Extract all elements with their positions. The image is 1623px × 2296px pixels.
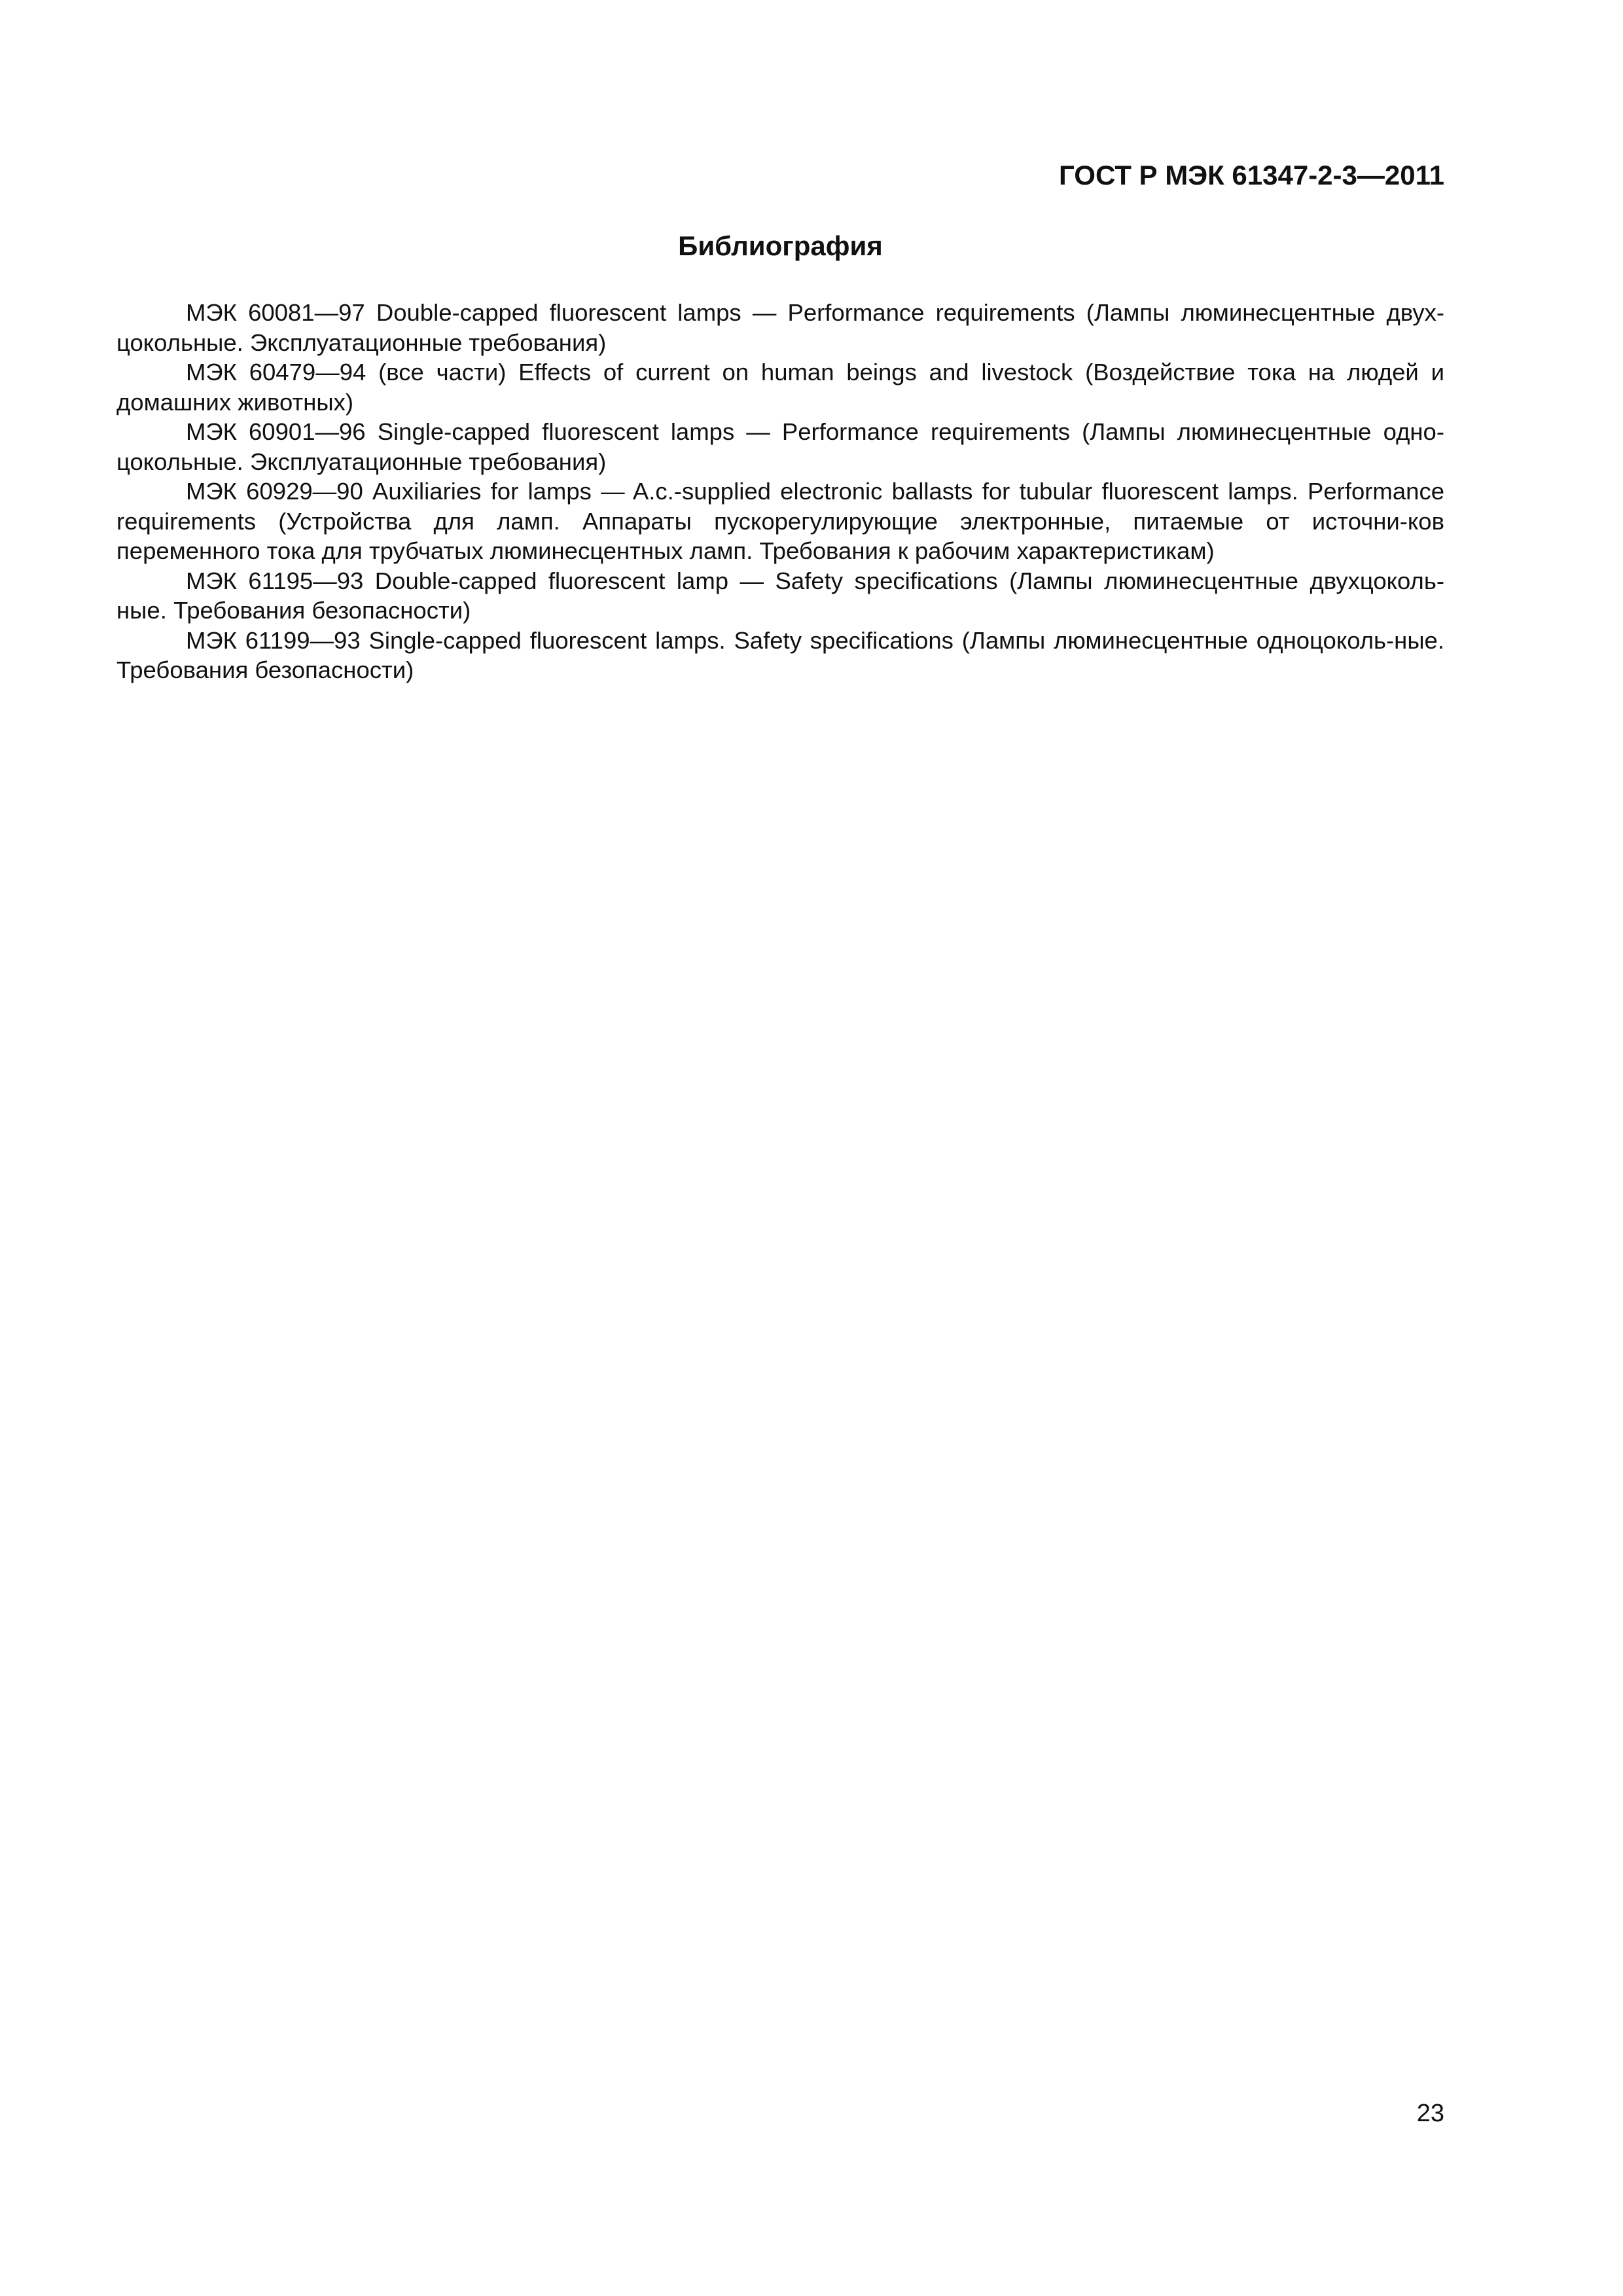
- bibliography-entry: МЭК 60929—90 Auxiliaries for lamps — A.c.-supplied electronic ballasts for tubular fluorescent lamps. Performance requirements (Устройства для ламп. Аппараты пускорегулирующие электронные, питаемые от источни-ков переменного тока для трубчатых люминесцентных ламп. Требования к рабочим характеристикам): [116, 478, 1444, 564]
- bibliography-entry: МЭК 61195—93 Double-capped fluorescent lamp — Safety specifications (Лампы люминесцентные двухцоколь-ные. Требования безопасности): [116, 567, 1444, 624]
- bibliography-entry: МЭК 61199—93 Single-capped fluorescent lamps. Safety specifications (Лампы люминесцентные одноцоколь-ные. Требования безопасности): [116, 626, 1444, 683]
- section-title: Библиография: [678, 230, 883, 261]
- document-code: ГОСТ Р МЭК 61347-2-3—2011: [1059, 160, 1444, 190]
- page-number: 23: [1416, 2100, 1444, 2127]
- bibliography-entry: МЭК 60479—94 (все части) Effects of current on human beings and livestock (Воздействие тока на людей и домашних животных): [116, 359, 1444, 416]
- bibliography-entry: МЭК 60081—97 Double-capped fluorescent lamps — Performance requirements (Лампы люминесцентные двух-цокольные. Эксплуатационные требования): [116, 299, 1444, 356]
- bibliography-list: [116, 298, 1444, 685]
- bibliography-entry: МЭК 60901—96 Single-capped fluorescent lamps — Performance requirements (Лампы люминесцентные одно-цокольные. Эксплуатационные требования): [116, 418, 1444, 475]
